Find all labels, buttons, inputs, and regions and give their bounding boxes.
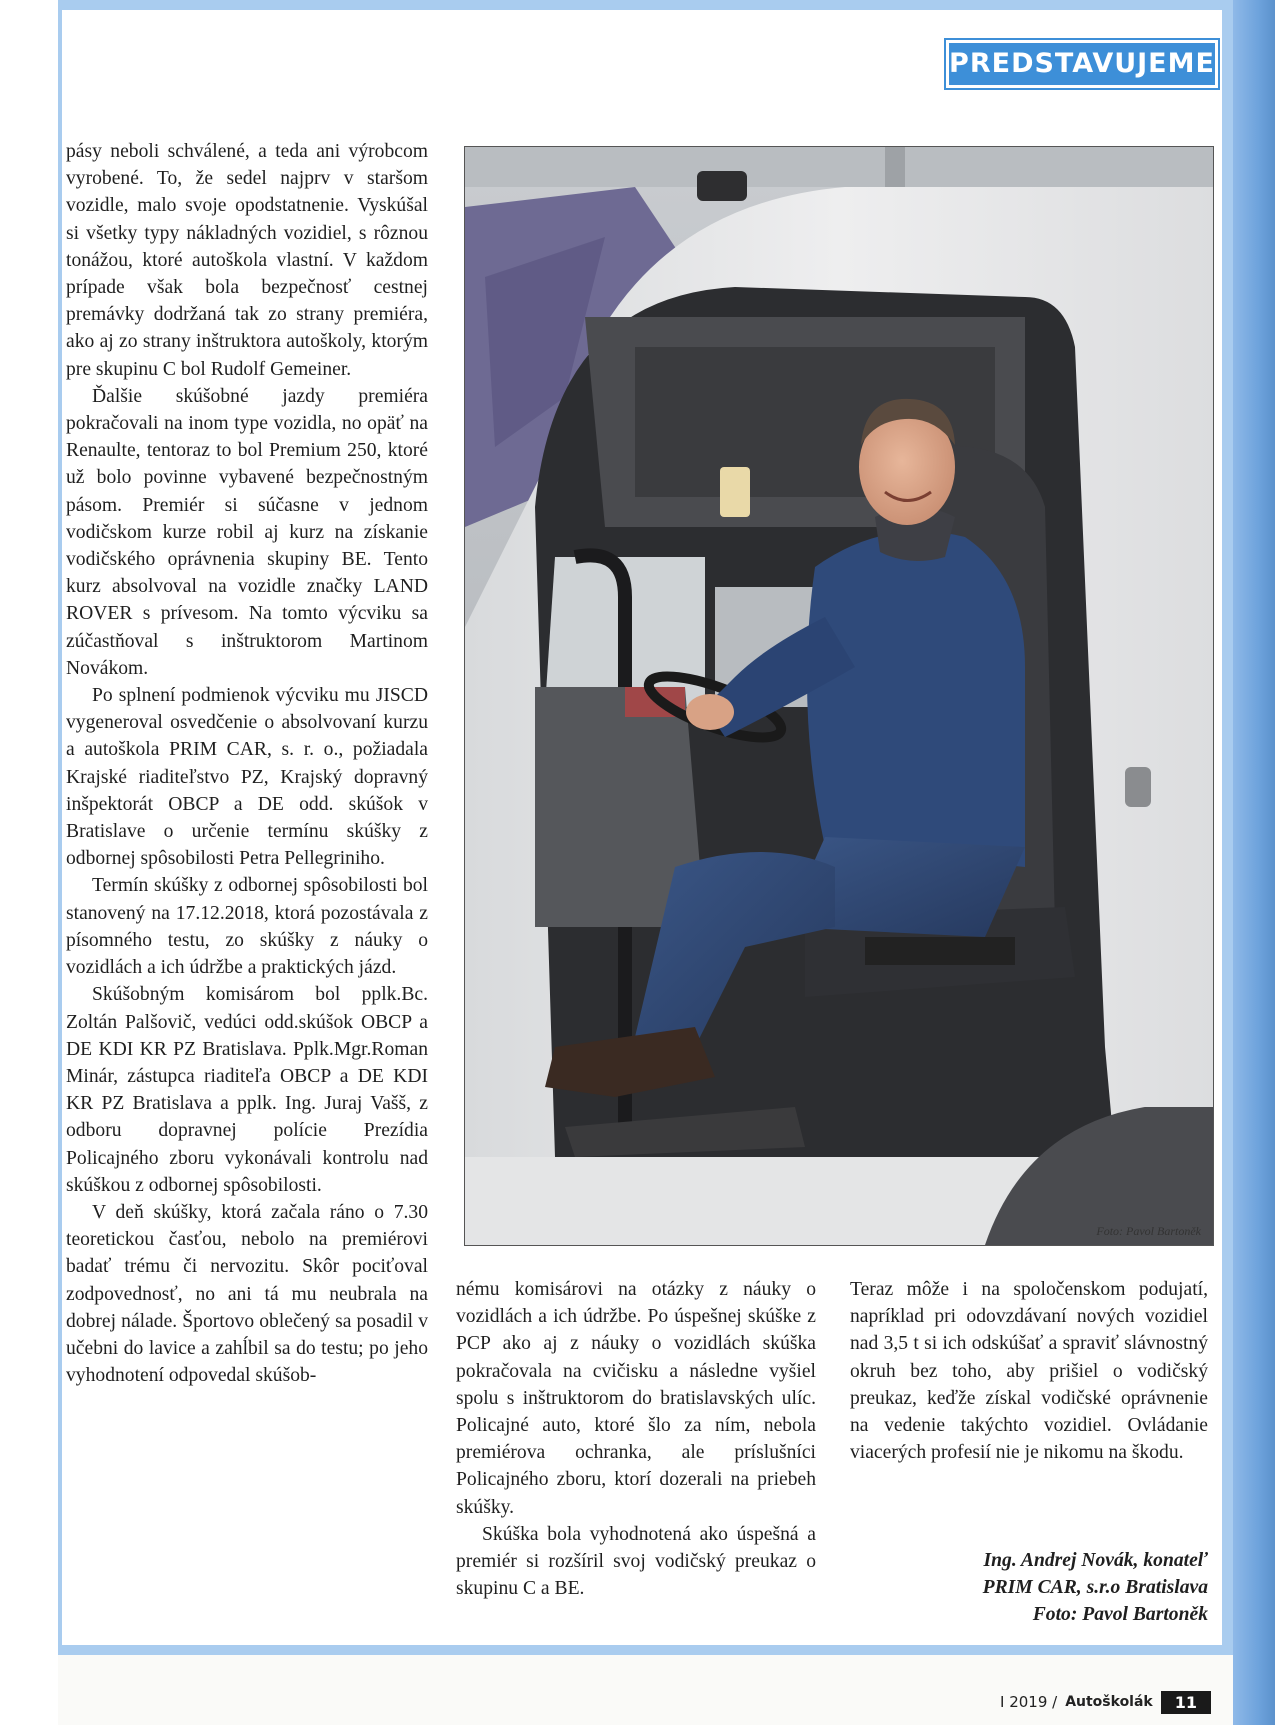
page-number: 11 — [1161, 1691, 1211, 1714]
article-column-left — [66, 138, 428, 1389]
magazine-name: Autoškolák — [1065, 1694, 1153, 1710]
signature-company: PRIM CAR, s.r.o Bratislava — [982, 1577, 1208, 1598]
paragraph: Skúška bola vyhodnotená ako úspešná a premiér si rozšíril svoj vodičský preukaz o skupinu C a BE. — [456, 1523, 816, 1600]
truck-cab-photo — [465, 147, 1213, 1245]
signature-author: Ing. Andrej Novák, konateľ — [983, 1550, 1208, 1571]
section-tag: PREDSTAVUJEME — [946, 40, 1218, 88]
paragraph: Ďalšie skúšobné jazdy premiéra pokračovali na inom type vozidla, no opäť na Renaulte, tentoraz to bol Premium 250, ktoré už bolo povinne vybavené bezpečnostným pásom. Premiér si súčasne v jednom vodičskom kurze robil aj kurz na získanie vodičského oprávnenia skupiny BE. Tento kurz absolvoval na vozidle značky LAND ROVER s prívesom. Na tomto výcviku sa zúčastňoval s inštruktorom Martinom Novákom. — [66, 385, 428, 679]
article-signature — [850, 1547, 1208, 1628]
paragraph: Skúšobným komisárom bol pplk.Bc. Zoltán Palšovič, vedúci odd.skúšok OBCP a DE KDI KR PZ Bratislava. Pplk.Mgr.Roman Minár, zástupca riaditeľa OBCP a DE KDI KR PZ Bratislava a pplk. Ing. Juraj Vašš, z odboru dopravnej polície Prezídia Policajného zboru vykonávali kontrolu nad skúškou z odbornej spôsobilosti. — [66, 984, 428, 1196]
paragraph: nému komisárovi na otázky z náuky o vozidlách a ich údržbe. Po úspešnej skúške z PCP ako aj z náuky o vozidlách skúška pokračovala na cvičisku a následne vyšiel spolu s inštruktorom do bratislavských ulíc. Policajné auto, ktoré šlo za ním, nebola premiérova ochranka, ale príslušníci Policajného zboru, ktorí dozerali na priebeh skúšky. — [456, 1279, 816, 1518]
page-footer — [1000, 1689, 1211, 1715]
scan-edge-right — [1233, 0, 1275, 1725]
signature-photo-credit: Foto: Pavol Bartoněk — [1032, 1604, 1208, 1625]
paragraph: Teraz môže i na spoločenskom podujatí, napríklad pri odovzdávaní nových vozidiel nad 3,5 t si ich odskúšať a spraviť slávnostný okruh bez toho, aby prišiel o vodičský preukaz, keďže získal vodičské oprávnenie na vedenie takýchto vozidiel. Ovládanie viacerých profesií nie je nikomu na škodu. — [850, 1279, 1208, 1464]
paragraph: V deň skúšky, ktorá začala ráno o 7.30 teoretickou časťou, nebolo na premiérovi badať trému či nervozitu. Skôr pociťoval zodpovednosť, no ani tá mu neubrala na dobrej nálade. Športovo oblečený sa posadil v učebni do lavice a zahĺbil sa do testu; po jeho vyhodnotení odpovedal skúšob- — [66, 1201, 428, 1387]
scan-margin-left — [0, 0, 58, 1725]
paragraph: Po splnení podmienok výcviku mu JISCD vygeneroval osvedčenie o absolvovaní kurzu a autoškola PRIM CAR, s. r. o., požiadala Krajské riaditeľstvo PZ, Krajský dopravný inšpektorát OBCP a DE odd. skúšok v Bratislave o určenie termínu skúšky z odbornej spôsobilosti Petra Pellegriniho. — [66, 685, 428, 870]
photo-credit: Foto: Pavol Bartoněk — [1096, 1224, 1201, 1238]
article-photo — [464, 146, 1214, 1246]
paragraph: pásy neboli schválené, a teda ani výrobcom vyrobené. To, že sedel najprv v staršom vozidle, malo svoje opodstatnenie. Vyskúšal si všetky typy nákladných vozidiel, s rôznou tonážou, ktoré autoškola vlastní. V každom prípade však bola bezpečnosť cestnej premávky dodržaná tak zo strany premiéra, ako aj zo strany inštruktora autoškoly, ktorým pre skupinu C bol Rudolf Gemeiner. — [66, 141, 428, 380]
issue-label: I 2019 / — [1000, 1693, 1058, 1711]
article-column-middle — [456, 1276, 816, 1602]
article-column-right — [850, 1276, 1208, 1466]
paragraph: Termín skúšky z odbornej spôsobilosti bol stanovený na 17.12.2018, ktorá pozostávala z písomného testu, zo skúšky z náuky o vozidlách a ich údržbe a praktických jázd. — [66, 875, 428, 979]
